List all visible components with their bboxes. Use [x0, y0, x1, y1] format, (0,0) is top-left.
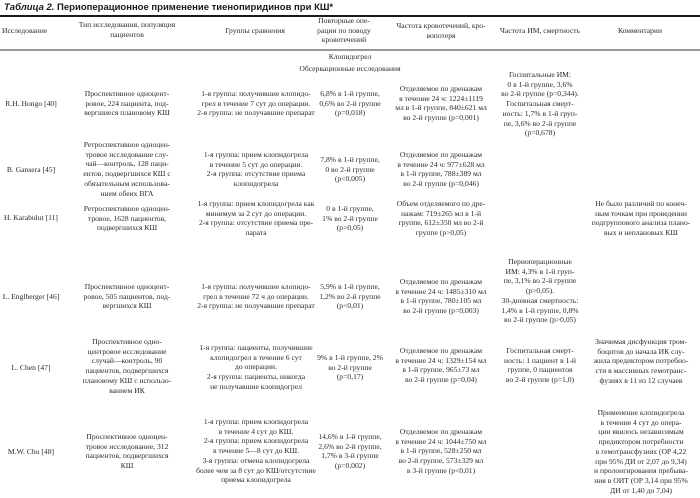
section-type: Обсервационные исследования — [299, 64, 401, 73]
header-comment: Комментарии — [617, 26, 663, 35]
cell-study: L. Chen [47] — [11, 363, 51, 372]
cell-mi: Периоперационные ИМ: 4,3% в 1-й груп- пе, 3,1% во 2-й группе (p>0,05). 30-дневная смертность: 1,4% в 1-й группе, 0,8% во 2-й группе (p>0,05) — [501, 257, 579, 325]
section-drug: Клопидогрел — [328, 52, 372, 61]
cell-design: Ретроспективное одноцен- тровое исследование слу- чай—контроль, 128 паци- ентов, подвергшихся КШ с обязательным использова- нием обеих ВГА — [83, 140, 171, 198]
cell-mi: Госпитальная смерт- ность: 1 пациент в 1-й группе, 0 пациентов во 2-й группе (p=1,0) — [504, 346, 576, 385]
cell-bleeding: Отделяемое по дренажам в течение 24 ч: 1044±750 мл в 1-й группе, 528±250 мл во 2-й группе, 573±329 мл в 3-й группе (p<0,01) — [395, 427, 487, 475]
caption-label: Таблица 2. — [4, 2, 55, 13]
cell-design: Проспективное одноцент- ровое, 505 пациентов, под- вергшихся КШ — [83, 282, 171, 311]
cell-design: Проспективное одно- центровое исследование случай—контроль, 90 пациентов, подвергшихся плановому КШ с использо- ванием ИК — [82, 337, 172, 395]
header-design: Тип исследования, популяция пациентов — [78, 20, 176, 39]
table-caption — [4, 2, 333, 13]
cell-study: L. Englberger [46] — [2, 292, 60, 301]
cell-bleeding: Отделяемое по дренажам в течение 24 ч: 1329±154 мл в 1-й группе, 965±73 мл во 2-й группе (p=0,04) — [395, 346, 487, 385]
header-rule — [0, 49, 700, 51]
cell-design: Проспективное одноцен- тровое исследование, 312 пациентов, подвергшихся КШ — [85, 432, 169, 471]
cell-study: R.H. Hongo [40] — [5, 99, 57, 108]
cell-reop: 6,8% в 1-й группе, 0,6% во 2-й группе (p=0,018) — [319, 89, 381, 118]
cell-study: H. Karabulut [11] — [4, 213, 58, 222]
cell-bleeding: Отделяемое по дренажам в течение 24 ч: 1224±1119 мл в 1-й группе, 840±621 мл во 2-й группе (p=0,001) — [395, 84, 487, 123]
header-mi: Частота ИМ, смертность — [499, 26, 581, 35]
cell-bleeding: Отделяемое по дренажам в течение 24 ч: 977±628 мл в 1-й группе, 788±389 мл во 2-й группе (p=0,046) — [397, 150, 485, 189]
cell-study: M.W. Chu [48] — [7, 447, 55, 456]
cell-groups: 1-я группа: пациенты, получившие клопидогрел в течение 6 сут до операции. 2-я группа: пациенты, никогда не получавшие клопидогрел — [199, 343, 313, 391]
cell-study: B. Gansera [45] — [6, 165, 56, 174]
cell-comment: Не было различий по конеч- ным точкам при проведении подгруппового анализа плано- вых и неплановых КШ — [591, 199, 691, 238]
cell-bleeding: Объем отделяемого по дре- нажам: 719±265 мл в 1-й группе, 612±350 мл во 2-й группе (p>0,05) — [396, 199, 486, 238]
cell-groups: 1-я группа: прием клопидогрела в течение 5 сут до операции. 2-я группа: отсутствие приема клопидогрела — [203, 150, 309, 189]
cell-comment: Значимая дисфункция тром- боцитов до начала ИК слу- жила предиктором потребно- сти в массивных гемотранс- фузиях в 11 из 12 случаев — [593, 337, 689, 385]
cell-groups: 1-я группа: прием клопидогрела как минимум за 2 сут до операции. 2-я группа: отсутствие приема пре- парата — [197, 199, 315, 238]
cell-design: Проспективное одноцент- ровое, 224 пациента, под- вергшиеся плановому КШ — [84, 89, 170, 118]
cell-comment: Применение клопидогрела в течение 4 сут до опера- ции явилось независимым предиктором потребности в гемотрансфузиях (ОР 4,22 при 95% ДИ от 2,07 до 9,34) и пролонгирования пребыва- ния в ОИТ (ОР 3,14 при 95% ДИ от 1,40 до 7,04) — [594, 408, 688, 495]
cell-reop: 9% в 1-й группе, 2% во 2-й группе (p=0,17) — [317, 353, 383, 382]
cell-groups: 1-я группа: прием клопидогрела в течение 4 сут до КШ. 2-я группа: прием клопидогрела в течение 5—8 сут до КШ. 3-я группа: отмена клопидогрела более чем за 8 сут до КШ/отсутствие приема клопидогрела — [196, 417, 316, 485]
cell-groups: 1-я группа: получившие клопидо- грел в течение 72 ч до операции. 2-я группа: не получавшие препарат — [197, 282, 315, 311]
cell-reop: 7,8% в 1-й группе, 0 во 2-й группе (p<0,005) — [320, 155, 380, 184]
cell-design: Ретроспективное одноцен- тровое, 1628 пациентов, подвергшихся КШ — [83, 204, 171, 233]
header-groups: Группы сравнения — [225, 26, 285, 35]
cell-groups: 1-я группа: получившие клопидо- грел в течение 7 сут до операции. 2-я группа: не получавшие препарат — [197, 89, 315, 118]
cell-reop: 5,9% в 1-й группе, 1,2% во 2-й группе (p<0,01) — [319, 282, 381, 311]
cell-bleeding: Отделяемое по дренажам в течение 24 ч: 1485±310 мл в 1-й группе, 780±105 мл во 2-й группе (p=0,003) — [395, 277, 487, 316]
cell-reop: 0 в 1-й группе, 1% во 2-й группе (p>0,05) — [322, 204, 378, 233]
header-reop: Повторные опе- рации по поводу кровотечений — [317, 16, 371, 45]
header-study: Исследование — [2, 26, 48, 35]
cell-reop: 14,6% в 1-й группе, 2,6% во 2-й группе, 1,7% в 3-й группе (p=0,002) — [318, 432, 382, 471]
cell-mi: Госпитальные ИМ: 0 в 1-й группе, 3,6% во 2-й группе (p=0,344). Госпитальная смерт- ность: 1,7% в 1-й груп- пе, 3,6% во 2-й группе (p=0,678) — [501, 70, 579, 138]
caption-title: Периоперационное применение тиенопиридинов при КШ* — [54, 2, 334, 13]
header-bleeding: Частота кровотечений, кро- вопотеря — [396, 21, 486, 40]
